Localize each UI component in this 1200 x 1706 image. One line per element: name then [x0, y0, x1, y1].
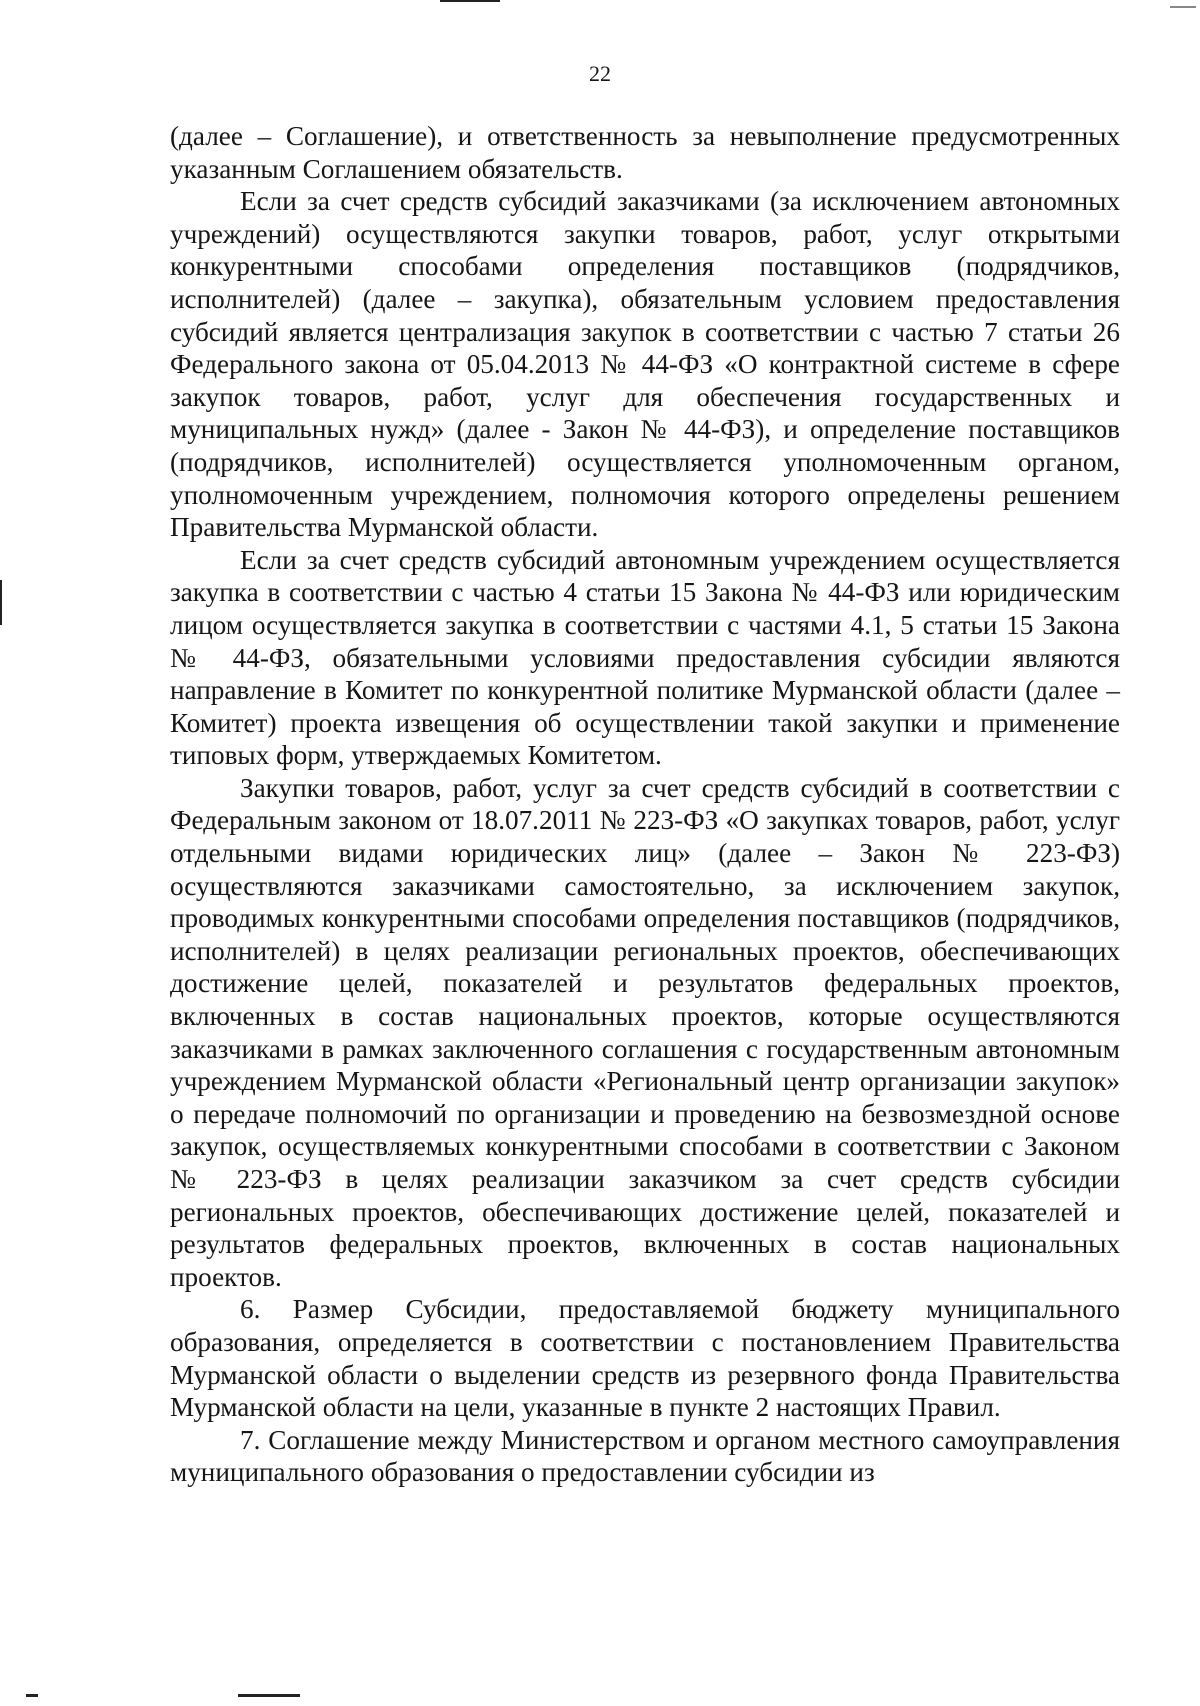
scan-artifact-left-edge	[0, 580, 2, 625]
paragraph-223-fz-procurement: Закупки товаров, работ, услуг за счет средств субсидий в соответствии с Федеральным законом от 18.07.2011 № 223-ФЗ «О закупках товаров, работ, услуг отдельными видами юридических лиц» (далее – Закон № 223-ФЗ) осуществляются заказчиками самостоятельно, за исключением закупок, проводимых конкурентными способами определения поставщиков (подрядчиков, исполнителей) в целях реализации региональных проектов, обеспечивающих достижение целей, показателей и результатов федеральных проектов, включенных в состав национальных проектов, которые осуществляются заказчиками в рамках заключенного соглашения с государственным автономным учреждением Мурманской области «Региональный центр организации закупок» о передаче полномочий по организации и проведению на безвозмездной основе закупок, осуществляемых конкурентными способами в соответствии с Законом № 223-ФЗ в целях реализации заказчиком за счет средств субсидии региональных проектов, обеспечивающих достижение целей, показателей и результатов федеральных проектов, включенных в состав национальных проектов.	[170, 772, 1120, 1292]
paragraph-centralized-procurement: Если за счет средств субсидий заказчиками (за исключением автономных учреждений) осуществляются закупки товаров, работ, услуг открытыми конкурентными способами определения поставщиков (подрядчиков, исполнителей) (далее – закупка), обязательным условием предоставления субсидий является централизация закупок в соответствии с частью 7 статьи 26 Федерального закона от 05.04.2013 № 44-ФЗ «О контрактной системе в сфере закупок товаров, работ, услуг для обеспечения государственных и муниципальных нужд» (далее - Закон № 44-ФЗ), и определение поставщиков (подрядчиков, исполнителей) осуществляется уполномоченным органом, уполномоченным учреждением, полномочия которого определены решением Правительства Мурманской области.	[170, 186, 1120, 543]
scan-artifact-bottom-left	[26, 1694, 38, 1697]
document-body	[170, 120, 1120, 1489]
paragraph-6-subsidy-amount: 6. Размер Субсидии, предоставляемой бюджету муниципального образования, определяется в соответствии с постановлением Правительства Мурманской области о выделении средств из резервного фонда Правительства Мурманской области на цели, указанные в пункте 2 настоящих Правил.	[170, 1294, 1120, 1423]
scan-artifact-top	[440, 0, 500, 2]
paragraph-autonomous-institution: Если за счет средств субсидий автономным учреждением осуществляется закупка в соответствии с частью 4 статьи 15 Закона № 44-ФЗ или юридическим лицом осуществляется закупка в соответствии с частями 4.1, 5 статьи 15 Закона № 44-ФЗ, обязательными условиями предоставления субсидии являются направление в Комитет по конкурентной политике Мурманской области (далее – Комитет) проекта извещения об осуществлении такой закупки и применение типовых форм, утверждаемых Комитетом.	[170, 544, 1120, 771]
page-number: 22	[589, 61, 611, 86]
paragraph-7-agreement: 7. Соглашение между Министерством и органом местного самоуправления муниципального образования о предоставлении субсидии из	[170, 1424, 1120, 1488]
scan-artifact-top-right	[1170, 6, 1196, 8]
paragraph-agreement-continuation: (далее – Соглашение), и ответственность за невыполнение предусмотренных указанным Соглашением обязательств.	[170, 121, 1120, 184]
scan-artifact-bottom	[238, 1694, 300, 1697]
